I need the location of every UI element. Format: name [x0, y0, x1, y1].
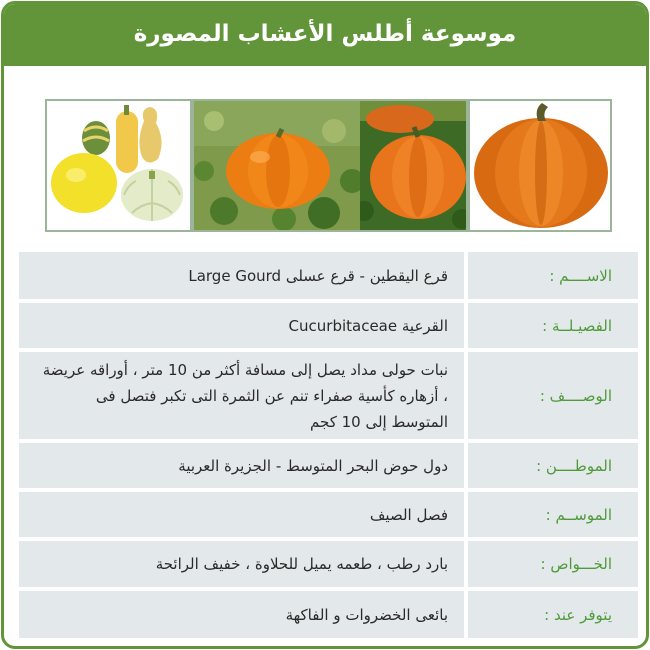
table-row — [19, 443, 638, 488]
description-value: نبات حولى مداد يصل إلى مسافة أكثر من 10 متر ، أوراقه عريضة ، أزهاره كأسية صفراء تنم عن الثمرة التى تكبر فتصل فى المتوسط إلى 10 كجم — [19, 352, 464, 439]
table-row — [19, 303, 638, 348]
habitat-value: دول حوض البحر المتوسط - الجزيرة العربية — [19, 443, 464, 488]
season-value: فصل الصيف — [19, 492, 464, 537]
pumpkins-field-photo — [360, 101, 466, 230]
name-label: الاســــم : — [468, 252, 638, 299]
table-row — [19, 591, 638, 638]
family-label: الفصيـلــة : — [468, 303, 638, 348]
photo-divider — [466, 101, 470, 230]
description-label: الوصــــف : — [468, 352, 638, 439]
squash-varieties-photo — [48, 101, 188, 230]
encyclopedia-card — [1, 1, 649, 649]
properties-label: الخـــواص : — [468, 541, 638, 587]
properties-value: بارد رطب ، طعمه يميل للحلاوة ، خفيف الرائحة — [19, 541, 464, 587]
availability-value: بائعى الخضروات و الفاكهة — [19, 591, 464, 638]
family-value: القرعية Cucurbitaceae — [19, 303, 464, 348]
page-title: موسوعة أطلس الأعشاب المصورة — [4, 4, 646, 66]
photo-strip — [45, 99, 612, 232]
season-label: الموســم : — [468, 492, 638, 537]
name-value: قرع اليقطين - قرع عسلى Large Gourd — [19, 252, 464, 299]
table-row — [19, 252, 638, 299]
pumpkin-on-grass-photo — [194, 101, 360, 230]
table-row — [19, 492, 638, 537]
habitat-label: الموطــــن : — [468, 443, 638, 488]
availability-label: يتوفر عند : — [468, 591, 638, 638]
single-pumpkin-photo — [472, 101, 610, 230]
table-row — [19, 541, 638, 587]
table-row — [19, 352, 638, 439]
